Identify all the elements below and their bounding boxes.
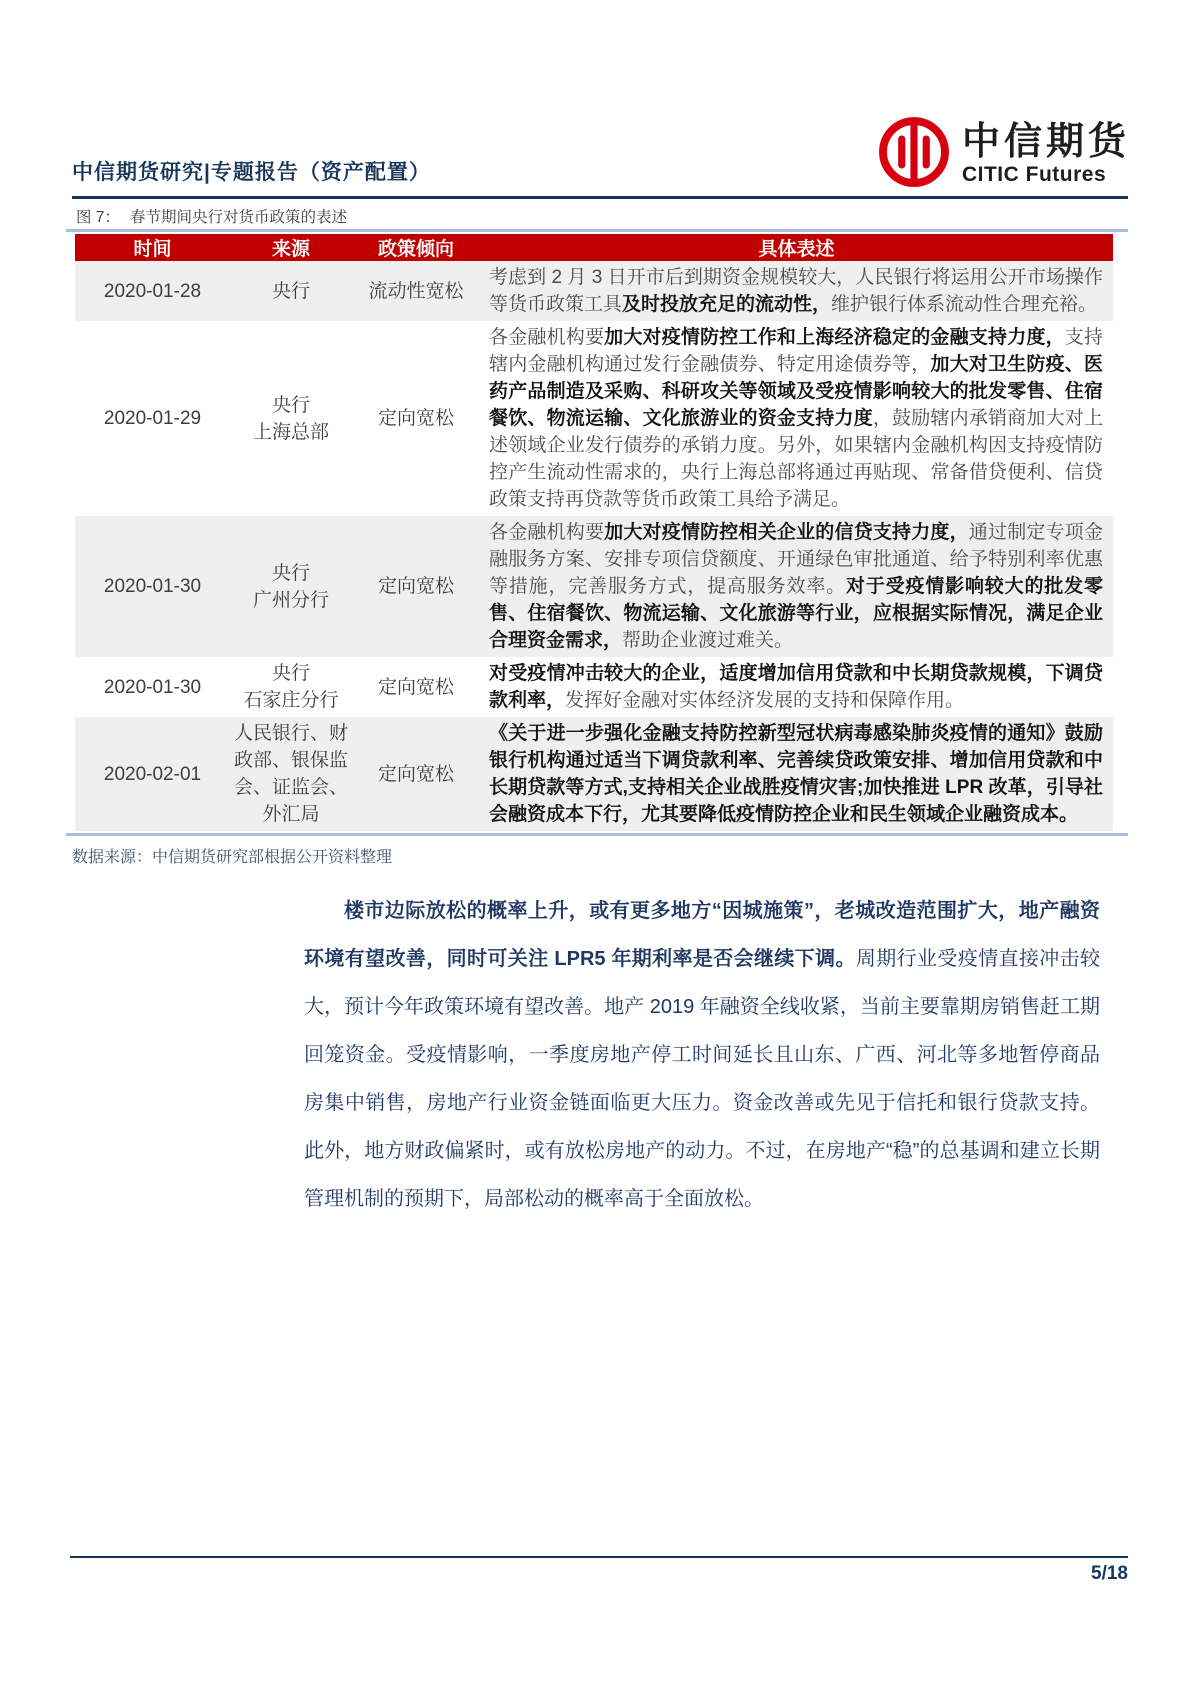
table-row — [75, 657, 1113, 717]
table-row — [75, 261, 1113, 321]
text-run: ，鼓励辖内承销商加大对上述领域企业发行债券的承销力度。另外，如果辖内金融机构因支持疫情防控产生流动性需求的，央行上海总部将通过再贴现、常备借贷便利、信贷政策支持再贷款等货币政策工具给予满足。 — [489, 408, 1103, 510]
bold-text-run: 对受疫情冲击较大的企业，适度增加信用贷款和中长期贷款规模，下调贷款利率， — [489, 663, 1103, 711]
bold-text-run: 加大对疫情防控相关企业的信贷支持力度， — [604, 522, 969, 543]
bold-text-run: 楼市边际放松的概率上升，或有更多地方“因城施策”，老城改造范围扩大，地产融资环境有望改善，同时可关注 LPR5 年期利率是否会继续下调。 — [304, 900, 1100, 970]
source-line: 央行 — [271, 562, 310, 584]
cell-stance: 流动性宽松 — [368, 280, 464, 302]
cell-description — [480, 717, 1113, 831]
bold-text-run: 加大对疫情防控工作和上海经济稳定的金融支持力度， — [604, 327, 1065, 348]
text-run: 维护银行体系流动性合理充裕。 — [831, 294, 1098, 315]
cell-source — [230, 717, 352, 831]
citic-futures-logo — [878, 116, 1130, 193]
cell-date: 2020-01-29 — [103, 408, 202, 429]
cell-stance: 定向宽松 — [377, 763, 454, 785]
column-header-stance: 政策倾向 — [377, 239, 454, 260]
text-run: 帮助企业渡过难关。 — [622, 630, 794, 651]
footer-divider — [70, 1556, 1128, 1558]
cell-date: 2020-01-30 — [103, 576, 202, 597]
cell-source — [230, 657, 352, 717]
figure-caption — [76, 205, 347, 227]
cell-date: 2020-01-28 — [103, 280, 202, 302]
citic-logo-icon — [878, 116, 950, 193]
source-line: 上海总部 — [252, 421, 329, 443]
cell-source — [230, 321, 352, 516]
text-run: 通过制定专项金融服务方案、安排专项信贷额度、开通绿色审批通道、给予特别利率优惠等措施，完善服务方式，提高服务效率。 — [489, 522, 1103, 597]
bold-text-run: 对于受疫情影响较大的批发零售、住宿餐饮、物流运输、文化旅游等行业，应根据实际情况，满足企业合理资金需求， — [489, 576, 1103, 651]
logo-en: CITIC Futures — [961, 163, 1107, 187]
header-divider — [72, 196, 1128, 199]
policy-table — [66, 229, 1128, 836]
text-run: 考虑到 2 月 3 日开市后到期资金规模较大，人民银行将运用公开市场操作等货币政策工具 — [489, 267, 1103, 315]
figure-caption-label: 图 7： — [76, 209, 120, 226]
cell-description — [480, 321, 1113, 516]
report-title: 中信期货研究|专题报告（资产配置） — [72, 161, 431, 184]
text-run: 各金融机构要 — [489, 327, 605, 348]
cell-stance: 定向宽松 — [377, 676, 454, 698]
cell-source — [230, 261, 352, 321]
table-header-row — [75, 234, 1113, 261]
cell-description — [480, 657, 1113, 717]
column-header-time: 时间 — [133, 239, 172, 260]
logo-text — [961, 120, 1130, 187]
source-line: 央行 — [271, 394, 310, 416]
column-header-source: 来源 — [271, 239, 310, 260]
page-content — [0, 229, 1200, 1223]
table-row — [75, 321, 1113, 516]
text-run: 支持辖内金融机构通过发行金融债券、特定用途债券等， — [489, 327, 1103, 375]
bold-text-run: 及时投放充足的流动性， — [622, 294, 832, 315]
data-source-note: 数据来源：中信期货研究部根据公开资料整理 — [72, 849, 393, 866]
text-run: 发挥好金融对实体经济发展的支持和保障作用。 — [565, 690, 965, 711]
cell-date: 2020-01-30 — [103, 676, 202, 698]
source-line: 石家庄分行 — [243, 690, 339, 711]
cell-stance: 定向宽松 — [377, 576, 454, 597]
cell-source — [230, 516, 352, 657]
cell-date: 2020-02-01 — [103, 763, 202, 785]
table-body — [66, 261, 1128, 831]
source-line: 人民银行、财政部、银保监会、证监会、外汇局 — [233, 723, 348, 825]
cell-description — [480, 516, 1113, 657]
page-number: 5/18 — [1091, 1563, 1128, 1584]
figure-caption-text: 春节期间央行对货币政策的表述 — [129, 209, 347, 226]
text-run: 各金融机构要 — [489, 522, 605, 543]
analysis-paragraph — [304, 887, 1100, 1223]
bold-text-run: 《关于进一步强化金融支持防控新型冠状病毒感染肺炎疫情的通知》鼓励银行机构通过适当下调贷款利率、完善续贷政策安排、增加信用贷款和中长期贷款等方式,支持相关企业战胜疫情灾害;加快推进 LPR 改革，引导社会融资成本下行，尤其要降低疫情防控企业和民生领域企业融资成本。 — [489, 723, 1103, 825]
table-row — [75, 717, 1113, 831]
column-header-detail: 具体表述 — [758, 239, 835, 260]
table-row — [75, 516, 1113, 657]
logo-zh: 中信期货 — [961, 120, 1130, 163]
bold-text-run: 加大对卫生防疫、医药产品制造及采购、科研攻关等领域及受疫情影响较大的批发零售、住宿餐饮、物流运输、文化旅游业的资金支持力度 — [489, 354, 1103, 429]
source-line: 央行 — [271, 663, 310, 684]
source-line: 广州分行 — [252, 589, 329, 611]
cell-description — [480, 261, 1113, 321]
text-run: 周期行业受疫情直接冲击较大，预计今年政策环境有望改善。地产 2019 年融资全线收紧，当前主要靠期房销售赶工期回笼资金。受疫情影响，一季度房地产停工时间延长且山东、广西、河北等多地暂停商品房集中销售，房地产行业资金链面临更大压力。资金改善或先见于信托和银行贷款支持。此外，地方财政偏紧时，或有放松房地产的动力。不过，在房地产“稳”的总基调和建立长期管理机制的预期下，局部松动的概率高于全面放松。 — [304, 948, 1100, 1210]
source-line: 央行 — [271, 280, 310, 302]
cell-stance: 定向宽松 — [377, 408, 454, 429]
